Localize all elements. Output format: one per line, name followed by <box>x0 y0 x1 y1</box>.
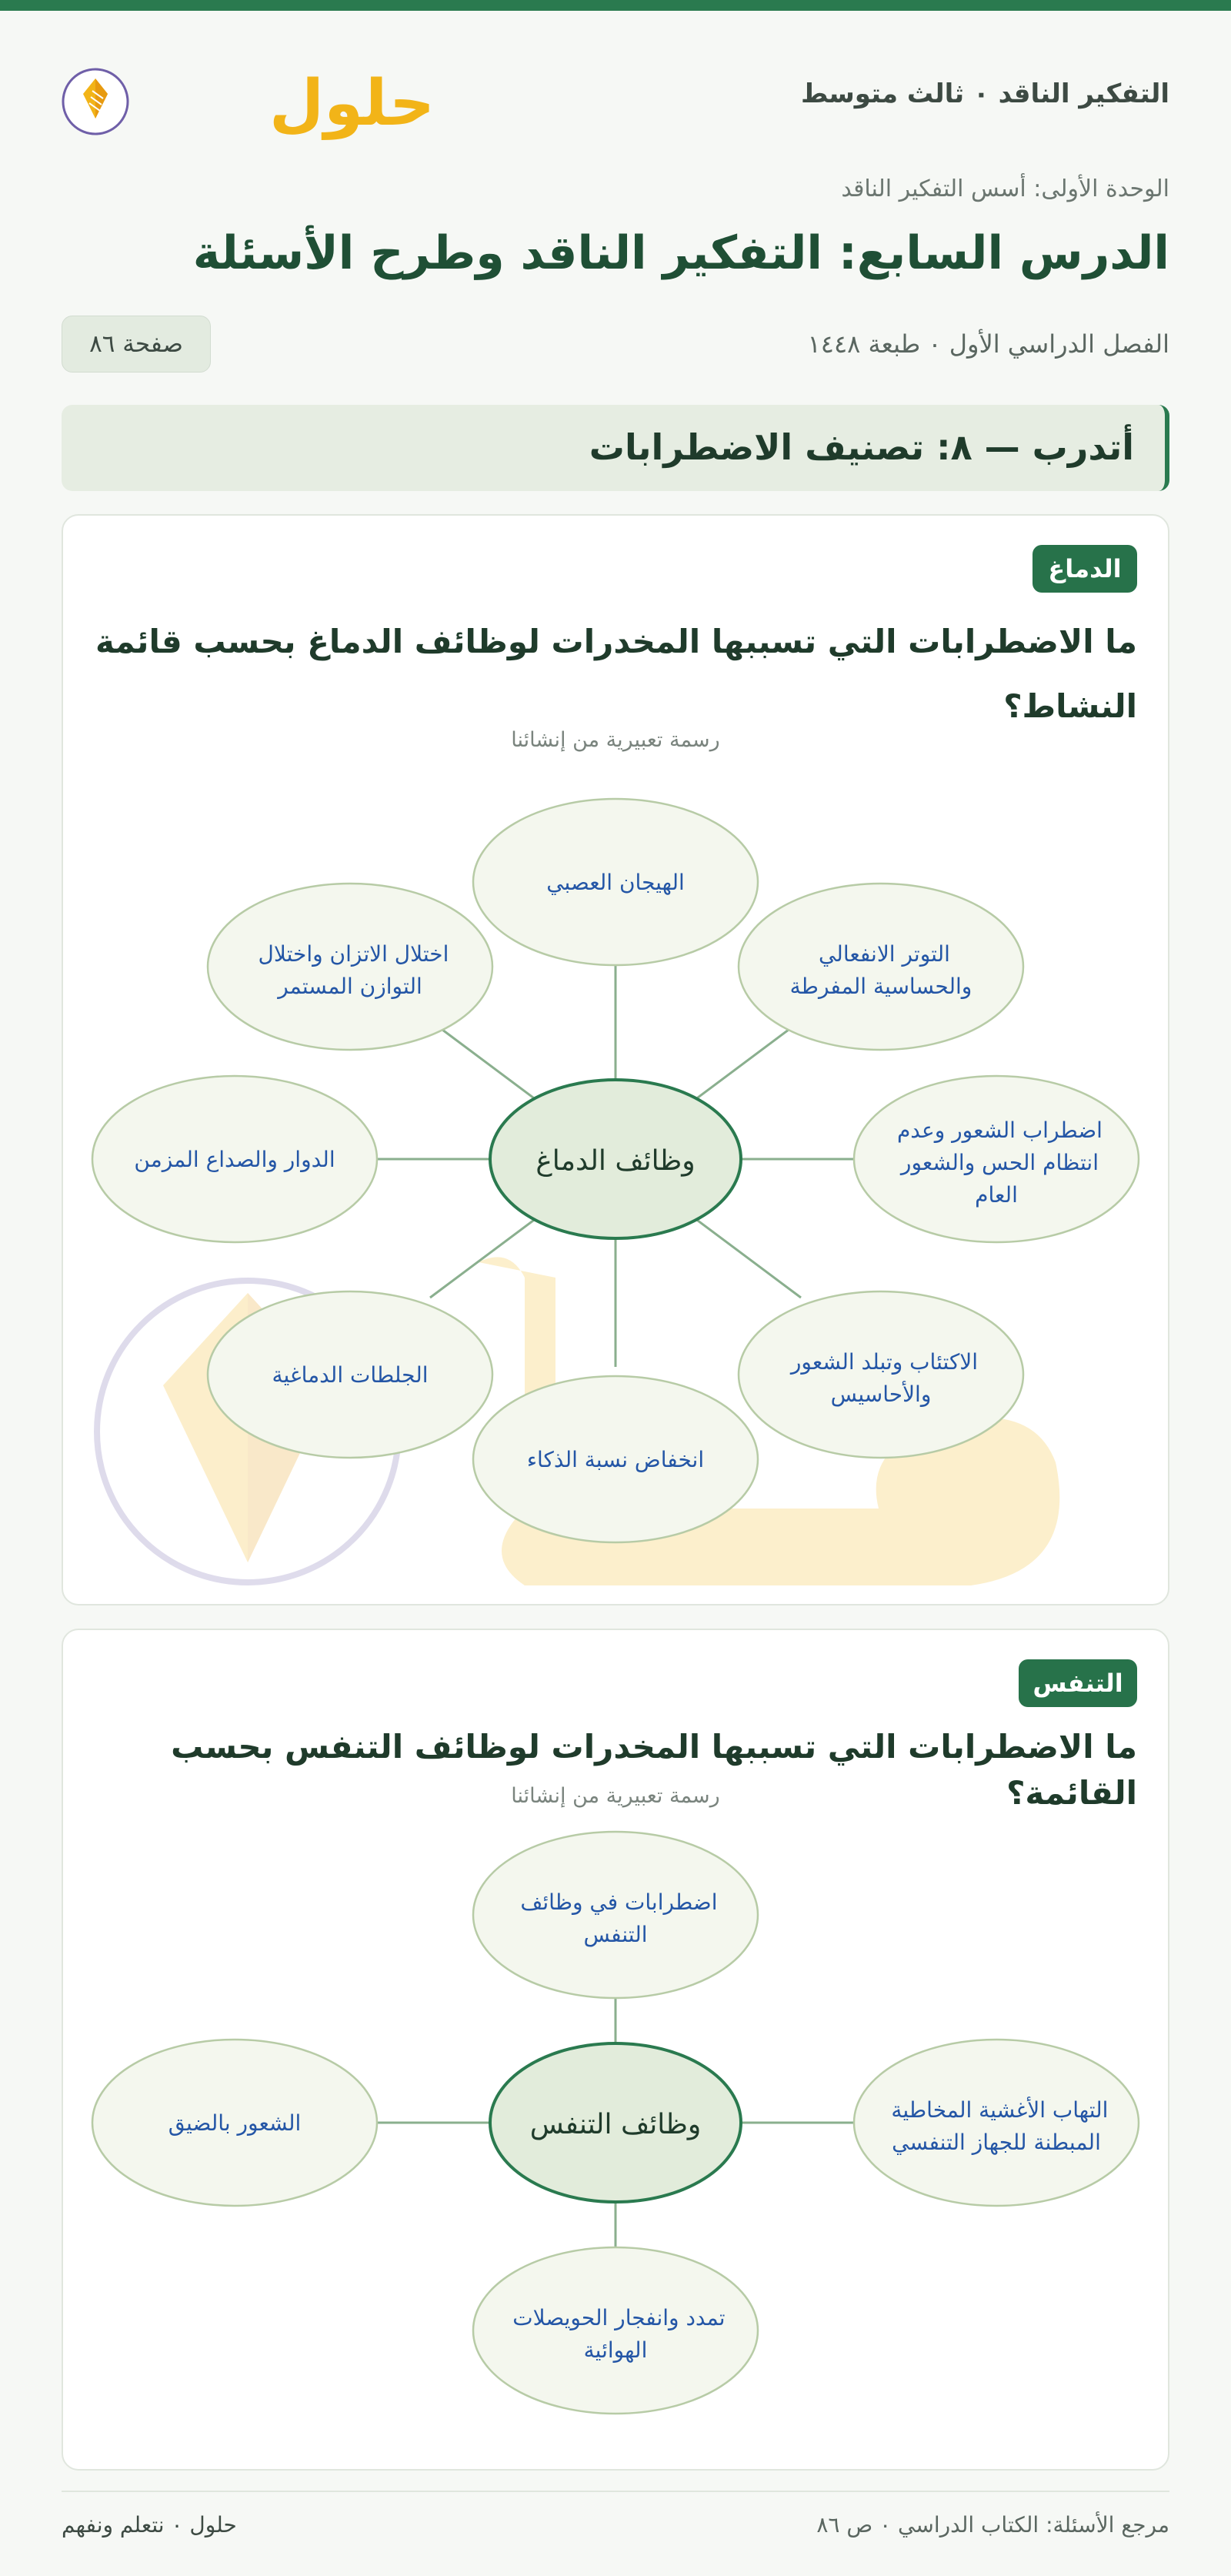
page-badge: صفحة ٨٦ <box>62 316 211 373</box>
top-accent-bar <box>0 0 1231 11</box>
footer-reference: مرجع الأسئلة: الكتاب الدراسي ٠ ص ٨٦ <box>816 2512 1169 2538</box>
label-alveoli: تمدد وانفجار الحويصلات الهوائية <box>512 2305 726 2363</box>
card-tag-breathing: التنفس <box>1019 1659 1137 1707</box>
site-logo[interactable] <box>62 54 435 146</box>
card-brain <box>62 514 1169 1605</box>
label-strokes: الجلطات الدماغية <box>272 1362 429 1388</box>
label-balance: اختلال الاتزان واختلال التوازن المستمر <box>258 941 449 999</box>
card-breathing <box>62 1629 1169 2471</box>
diagram-caption-breathing: رسمة تعبيرية من إنشائنا <box>511 1784 720 1808</box>
node-alveoli <box>473 2247 758 2414</box>
label-depression: الاكتئاب وتبلد الشعور والأحاسيس <box>790 1349 979 1407</box>
label-dizziness: الدوار والصداع المزمن <box>134 1147 335 1172</box>
lesson-title: الدرس السابع: التفكير الناقد وطرح الأسئلة <box>192 226 1169 280</box>
node-mucosa-inflammation <box>854 2040 1139 2206</box>
card-tag-brain: الدماغ <box>1033 545 1137 593</box>
node-depression <box>739 1291 1023 1458</box>
exercise-banner <box>62 405 1169 491</box>
header-subject: التفكير الناقد ٠ ثالث متوسط <box>800 79 1169 109</box>
center-label-brain: وظائف الدماغ <box>535 1145 696 1177</box>
semester-label: الفصل الدراسي الأول ٠ طبعة ١٤٤٨ <box>807 329 1169 359</box>
label-sensation-disorder: اضطراب الشعور وعدم انتظام الحس والشعور العام <box>896 1118 1103 1208</box>
footer-brand[interactable]: حلول ٠ نتعلم ونفهم <box>62 2512 237 2538</box>
node-emotional-tension <box>739 884 1023 1050</box>
label-breathing-disorders: اضطرابات في وظائف التنفس <box>520 1889 718 1947</box>
node-balance <box>208 884 492 1050</box>
logo-text: حلول <box>269 67 435 140</box>
mindmap-breathing <box>63 1630 1168 2469</box>
center-label-breathing: وظائف التنفس <box>529 2109 702 2140</box>
label-mucosa-inflammation: التهاب الأغشية المخاطية المبطنة للجهاز التنفسي <box>891 2097 1109 2155</box>
label-emotional-tension: التوتر الانفعالي والحساسية المفرطة <box>789 941 972 999</box>
diagram-caption-brain: رسمة تعبيرية من إنشائنا <box>511 728 720 752</box>
question-breathing: ما الاضطرابات التي تسببها المخدرات لوظائف التنفس بحسب القائمة؟ <box>171 1728 1137 1812</box>
footer-divider <box>62 2491 1169 2492</box>
label-hyperexcitation: الهيجان العصبي <box>546 870 685 895</box>
unit-label: الوحدة الأولى: أسس التفكير الناقد <box>841 175 1169 202</box>
question-brain: ما الاضطرابات التي تسببها المخدرات لوظائف الدماغ بحسب قائمة النشاط؟ <box>95 623 1137 725</box>
exercise-title: أتدرب — ٨: تصنيف الاضطرابات <box>589 426 1134 468</box>
mindmap-brain <box>63 516 1168 1604</box>
label-iq-drop: انخفاض نسبة الذكاء <box>526 1447 705 1472</box>
node-breathing-disorders <box>473 1832 758 1998</box>
label-distress: الشعور بالضيق <box>168 2110 302 2136</box>
